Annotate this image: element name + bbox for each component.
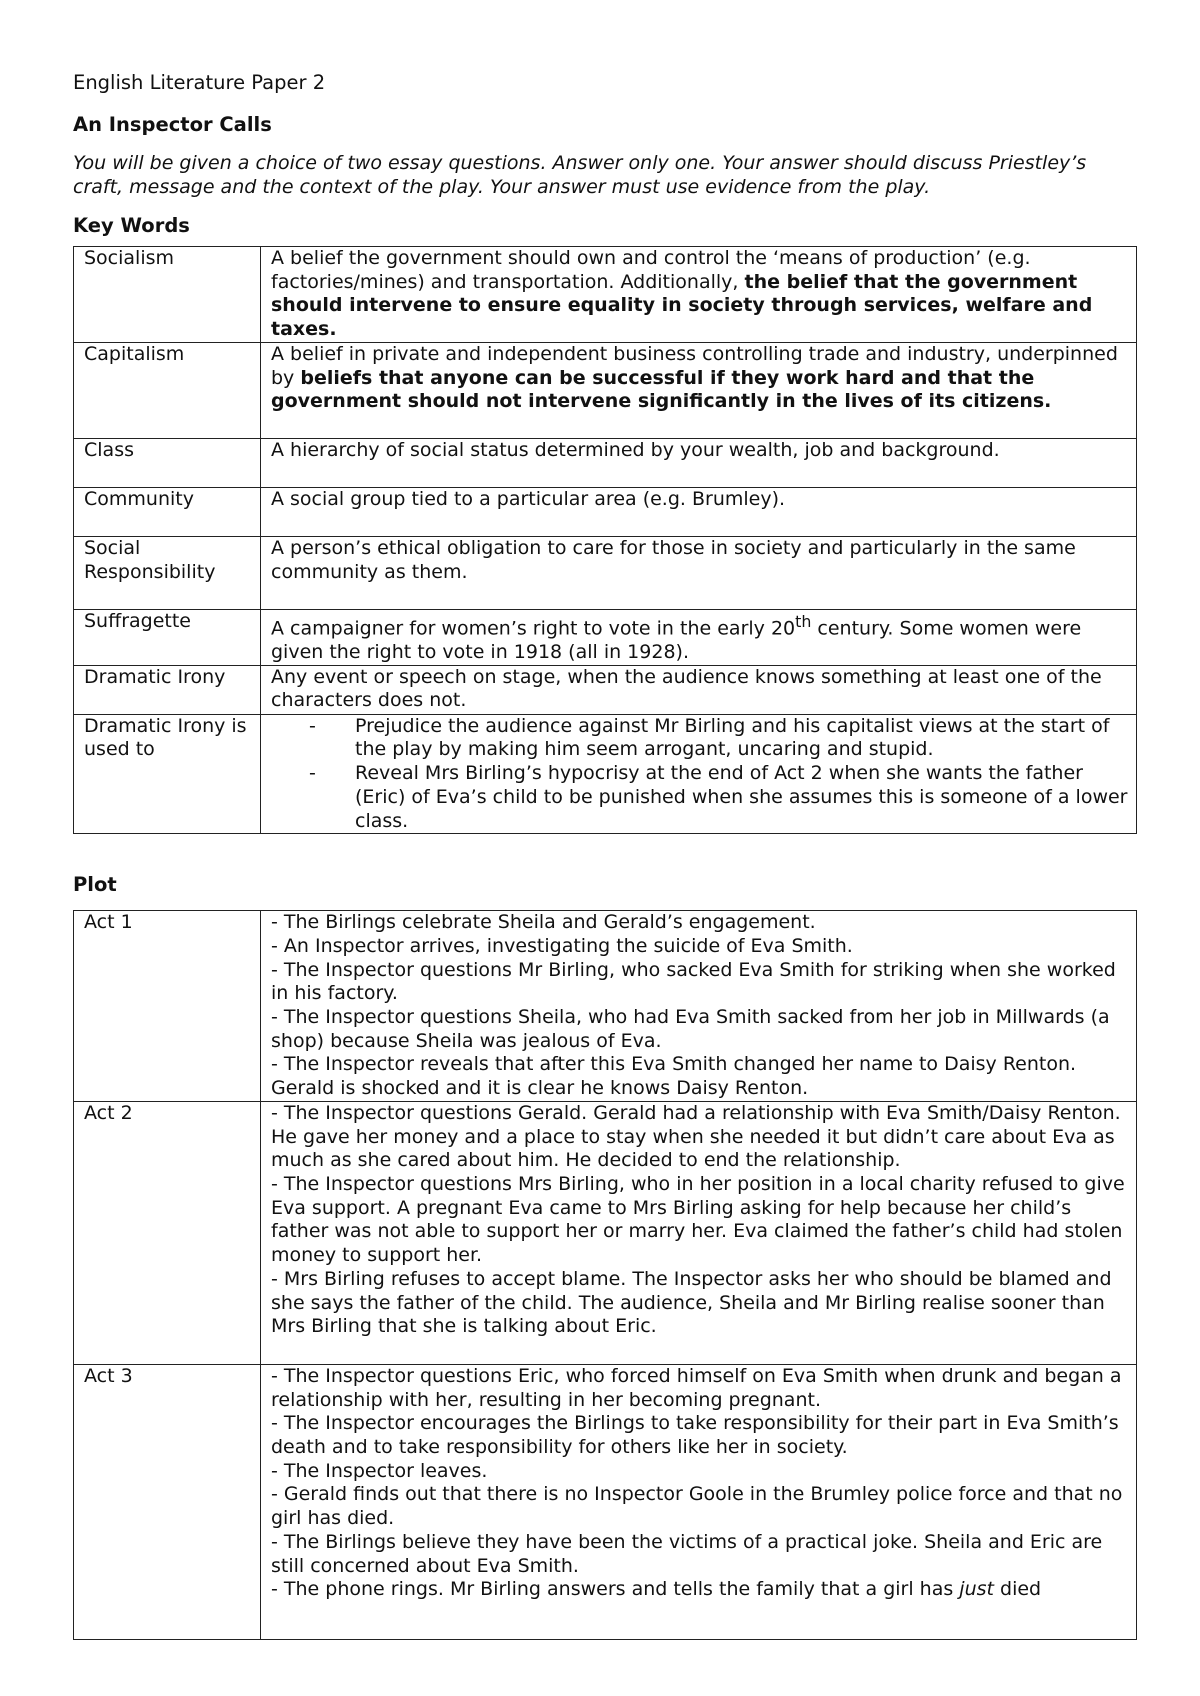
exam-instructions: You will be given a choice of two essay questions. Answer only one. Your answer should discuss Priestley’s craft, message and the context of the play. Your answer must use evidence from the play. — [73, 152, 1087, 198]
plot-point-text: died — [993, 1578, 1042, 1601]
act-label: Act 2 — [74, 1101, 261, 1364]
definition-text: A belief in private and independent business controlling trade and industry, underpinned by — [271, 343, 1118, 389]
plot-point — [271, 1578, 1128, 1602]
table-row — [74, 665, 1137, 714]
ordinal-suffix: th — [795, 612, 812, 631]
document-body — [73, 70, 1137, 1640]
plot-point: - The Inspector leaves. — [271, 1459, 488, 1482]
table-row — [74, 1101, 1137, 1364]
key-words-table — [73, 246, 1137, 834]
bullet-marker: - — [309, 762, 316, 785]
table-row — [74, 343, 1137, 439]
table-row — [74, 610, 1137, 666]
plot-point: - The Inspector encourages the Birlings to take responsibility for their part in Eva Smith’s death and to take responsibility for others like her in society. — [271, 1412, 1119, 1458]
plot-point-emphasis: just — [959, 1578, 994, 1601]
plot-point: - The Birlings believe they have been the victims of a practical joke. Sheila and Eric are still concerned about Eva Smith. — [271, 1530, 1103, 1577]
table-row — [74, 714, 1137, 834]
term-cell: Class — [74, 439, 261, 488]
definition-text: A belief the government should own and control the ‘means of production’ (e.g. factories/mines) and transportation. Additionally, — [271, 247, 1031, 293]
play-title: An Inspector Calls — [73, 113, 272, 136]
act-summary — [261, 1364, 1137, 1639]
definition-text: A campaigner for women’s right to vote in the early 20 — [271, 617, 796, 640]
definition-emphasis: the belief that the government should intervene to ensure equality in society through services, welfare and taxes. — [271, 270, 1093, 341]
term-cell: Suffragette — [74, 610, 261, 666]
plot-point: - An Inspector arrives, investigating the suicide of Eva Smith. — [271, 934, 853, 957]
definition-cell: A social group tied to a particular area (e.g. Brumley). — [261, 488, 1137, 537]
term-cell: Social Responsibility — [74, 537, 261, 610]
definition-cell — [261, 610, 1137, 666]
plot-point-text: - The phone rings. Mr Birling answers and tells the family that a girl has — [271, 1578, 960, 1601]
definition-cell — [261, 714, 1137, 834]
table-row — [74, 537, 1137, 610]
bullet-marker: - — [309, 714, 316, 737]
act-label: Act 1 — [74, 911, 261, 1102]
list-item — [271, 715, 1128, 762]
table-row — [74, 1364, 1137, 1639]
plot-point: - The Inspector reveals that after this Eva Smith changed her name to Daisy Renton. Gerald is shocked and it is clear he knows Daisy Renton. — [271, 1053, 1077, 1100]
definition-text: century. Some women were given the right to vote in 1918 (all in 1928). — [271, 617, 1082, 664]
act-label: Act 3 — [74, 1364, 261, 1639]
table-row — [74, 439, 1137, 488]
act-summary — [261, 1101, 1137, 1364]
term-cell: Dramatic Irony — [74, 665, 261, 714]
definition-cell — [261, 343, 1137, 439]
table-row — [74, 247, 1137, 343]
term-cell: Community — [74, 488, 261, 537]
list-item-text: Reveal Mrs Birling’s hypocrisy at the end of Act 2 when she wants the father (Eric) of Eva’s child to be punished when she assumes this is someone of a lower class. — [355, 762, 1128, 832]
plot-heading: Plot — [73, 873, 117, 897]
table-row — [74, 911, 1137, 1102]
term-cell: Socialism — [74, 247, 261, 343]
plot-point: - The Inspector questions Sheila, who had Eva Smith sacked from her job in Millwards (a shop) because Sheila was jealous of Eva. — [271, 1006, 1110, 1052]
plot-point: - The Inspector questions Mrs Birling, who in her position in a local charity refused to give Eva support. A pregnant Eva came to Mrs Birling asking for help because her child’s father was not able to support her or marry her. Eva claimed the father’s child had stolen money to support her. — [271, 1172, 1125, 1267]
document-title: English Literature Paper 2 — [73, 71, 326, 94]
definition-cell: Any event or speech on stage, when the audience knows something at least one of the characters does not. — [261, 665, 1137, 714]
table-row — [74, 488, 1137, 537]
plot-point: - The Inspector questions Mr Birling, who sacked Eva Smith for striking when she worked in his factory. — [271, 958, 1116, 1005]
list-item-text: Prejudice the audience against Mr Birling and his capitalist views at the start of the play by making him seem arrogant, uncaring and stupid. — [355, 714, 1110, 761]
term-cell: Dramatic Irony is used to — [74, 714, 261, 834]
plot-point: - Mrs Birling refuses to accept blame. The Inspector asks her who should be blamed and she says the father of the child. The audience, Sheila and Mr Birling realise sooner than Mrs Birling that she is talking about Eric. — [271, 1267, 1112, 1338]
plot-point: - The Inspector questions Eric, who forced himself on Eva Smith when drunk and began a relationship with her, resulting in her becoming pregnant. — [271, 1364, 1122, 1411]
act-summary — [261, 911, 1137, 1102]
bullet-list — [271, 715, 1128, 834]
plot-point: - The Inspector questions Gerald. Gerald had a relationship with Eva Smith/Daisy Renton. He gave her money and a place to stay when she needed it but didn’t care about Eva as much as she cared about him. He decided to end the relationship. — [271, 1101, 1121, 1172]
definition-cell — [261, 247, 1137, 343]
key-words-heading: Key Words — [73, 214, 190, 237]
plot-table — [73, 910, 1137, 1640]
definition-cell: A person’s ethical obligation to care for those in society and particularly in the same community as them. — [261, 537, 1137, 610]
definition-cell: A hierarchy of social status determined by your wealth, job and background. — [261, 439, 1137, 488]
list-item — [271, 762, 1128, 833]
definition-emphasis: beliefs that anyone can be successful if they work hard and that the government should not intervene significantly in the lives of its citizens. — [271, 366, 1052, 413]
plot-point: - Gerald finds out that there is no Inspector Goole in the Brumley police force and that no girl has died. — [271, 1483, 1123, 1530]
plot-point: - The Birlings celebrate Sheila and Gerald’s engagement. — [271, 911, 816, 934]
term-cell: Capitalism — [74, 343, 261, 439]
